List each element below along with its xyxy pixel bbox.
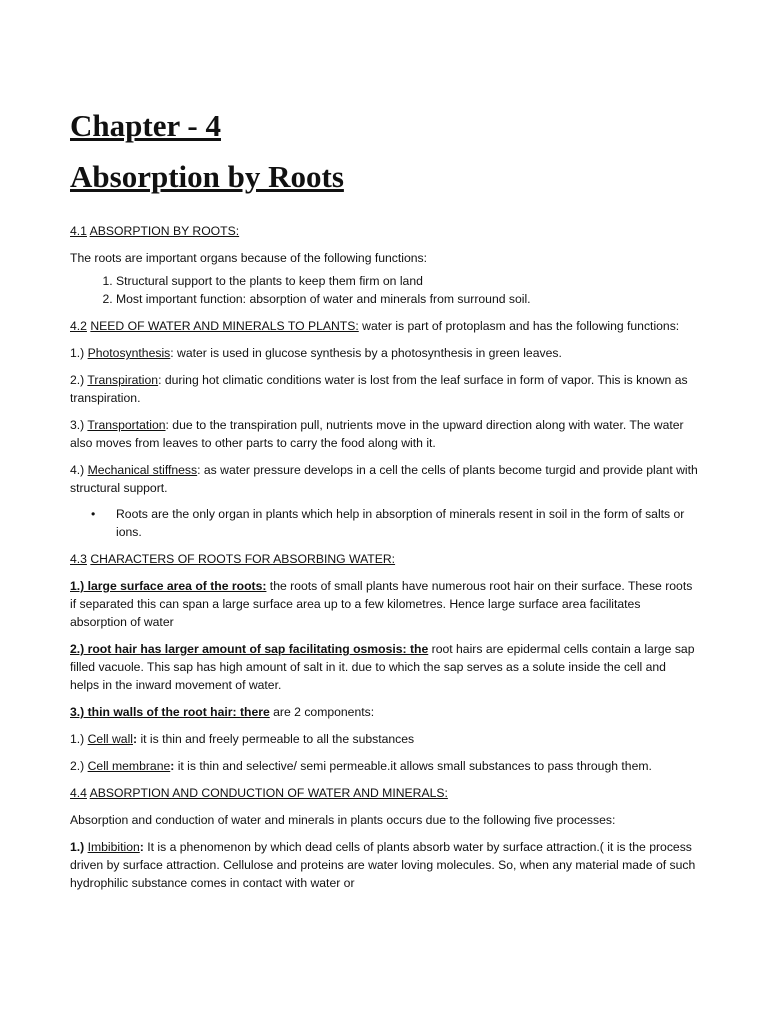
section-4-1-intro: The roots are important organs because of the following functions: — [70, 251, 428, 265]
section-4-1-heading: 4.1 ABSORPTION BY ROOTS: — [70, 224, 240, 238]
water-function-item: 4.) Mechanical stiffness: as water pressure develops in a cell the cells of plants become turgid and provide plant with structural support. — [70, 463, 698, 495]
section-4-2-heading: 4.2 NEED OF WATER AND MINERALS TO PLANTS: water is part of protoplasm and has the following functions: — [70, 319, 680, 333]
minerals-bullet-list — [70, 505, 698, 541]
section-4-4-intro: Absorption and conduction of water and minerals in plants occurs due to the following five processes: — [70, 813, 616, 827]
section-4-3-heading: 4.3 CHARACTERS OF ROOTS FOR ABSORBING WATER: — [70, 552, 396, 566]
chapter-heading: Chapter - 4 — [70, 108, 221, 143]
water-function-item: 1.) Photosynthesis: water is used in glucose synthesis by a photosynthesis in green leaves. — [70, 346, 562, 360]
component-item: 1.) Cell wall: it is thin and freely permeable to all the substances — [70, 732, 415, 746]
root-character-item: 3.) thin walls of the root hair: there are 2 components: — [70, 705, 375, 719]
water-function-item: 3.) Transportation: due to the transpiration pull, nutrients move in the upward direction along with water. The water also moves from leaves to other parts to carry the food along with it. — [70, 418, 684, 450]
section-4-4-heading: 4.4 ABSORPTION AND CONDUCTION OF WATER AND MINERALS: — [70, 786, 448, 800]
component-item: 2.) Cell membrane: it is thin and selective/ semi permeable.it allows small substances to pass through them. — [70, 759, 652, 773]
root-character-item: 2.) root hair has larger amount of sap facilitating osmosis: the root hairs are epidermal cells contain a large sap filled vacuole. This sap has high amount of salt in it. due to which the sap serves as a solute inside the cell and helps in the inward movement of water. — [70, 642, 695, 692]
root-character-item: 1.) large surface area of the roots: the roots of small plants have numerous root hair on their surface. These roots if separated this can span a large surface area up to a few kilometres. Hence large surface area facilitates absorption of water — [70, 579, 693, 629]
root-functions-list — [70, 272, 698, 308]
bullet-icon: • — [91, 507, 96, 521]
water-function-item: 2.) Transpiration: during hot climatic conditions water is lost from the leaf surface in form of vapor. This is known as transpiration. — [70, 373, 688, 405]
list-item: 2. Most important function: absorption of water and minerals from surround soil. — [116, 290, 698, 308]
list-item: 1. Structural support to the plants to keep them firm on land — [116, 272, 698, 290]
process-item: 1.) Imbibition: It is a phenomenon by which dead cells of plants absorb water by surface attraction.( it is the process driven by surface attraction. Cellulose and proteins are water loving molecules. So, when any material made of such hydrophilic substance comes in contact with water or — [70, 840, 696, 890]
page-title: Absorption by Roots — [70, 159, 344, 194]
document-body — [70, 222, 698, 892]
list-item: • Roots are the only organ in plants which help in absorption of minerals resent in soil in the form of salts or ions. — [91, 507, 685, 539]
